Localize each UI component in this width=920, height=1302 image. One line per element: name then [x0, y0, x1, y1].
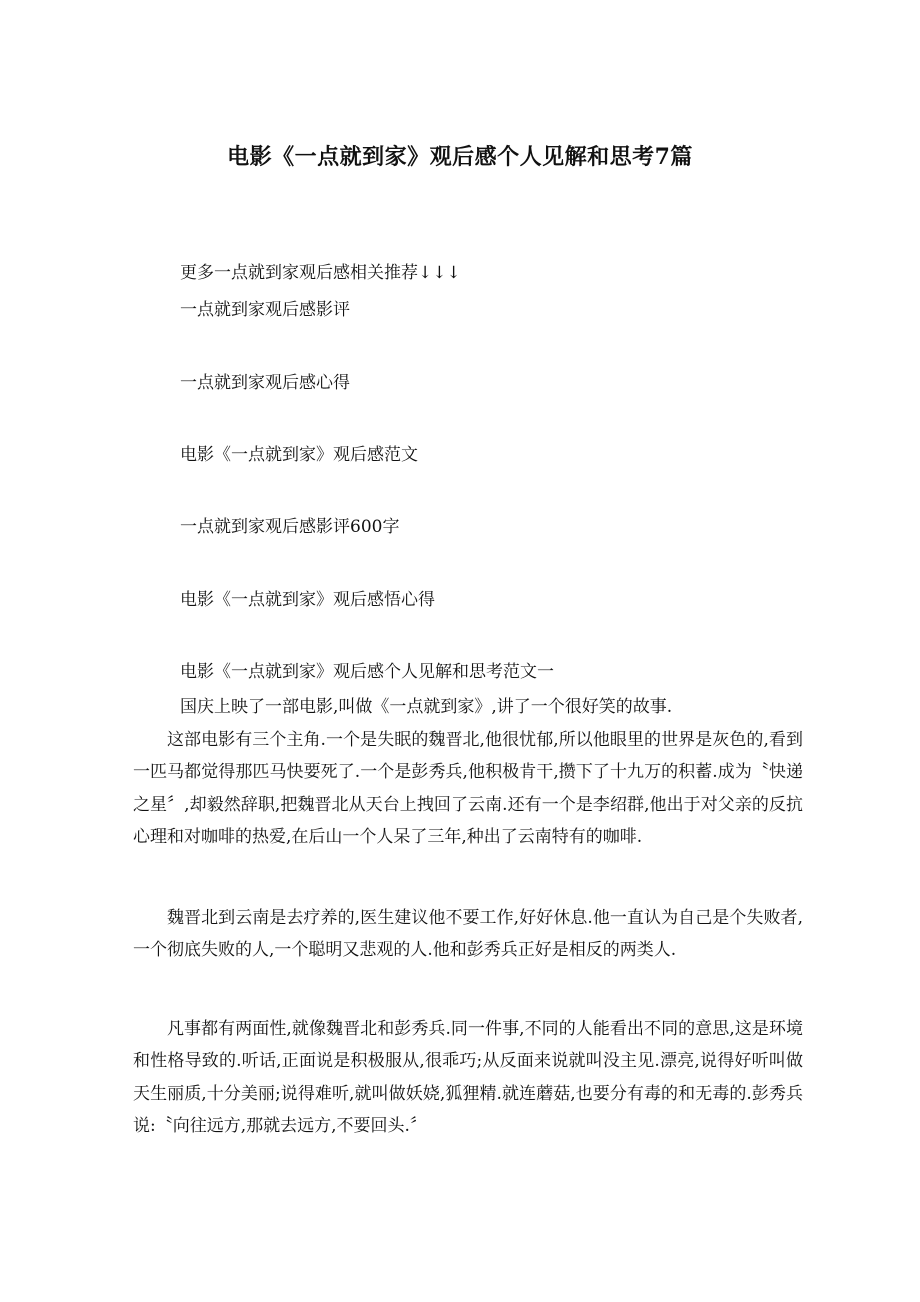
paragraph-3: 魏晋北到云南是去疗养的,医生建议他不要工作,好好休息.他一直认为自己是个失败者,一个彻底失败的人,一个聪明又悲观的人.他和彭秀兵正好是相反的两类人. — [133, 908, 803, 961]
document-title: 电影《一点就到家》观后感个人见解和思考7篇 — [227, 144, 693, 170]
recommend-link-1[interactable]: 一点就到家观后感影评 — [180, 300, 350, 320]
section-heading: 电影《一点就到家》观后感个人见解和思考范文一 — [180, 662, 554, 682]
recommend-heading: 更多一点就到家观后感相关推荐↓↓↓ — [180, 263, 461, 283]
paragraph-1: 国庆上映了一部电影,叫做《一点就到家》,讲了一个很好笑的故事. — [180, 697, 673, 717]
recommend-link-5[interactable]: 电影《一点就到家》观后感悟心得 — [180, 590, 435, 610]
recommend-link-3[interactable]: 电影《一点就到家》观后感范文 — [180, 445, 418, 465]
paragraph-4: 凡事都有两面性,就像魏晋北和彭秀兵.同一件事,不同的人能看出不同的意思,这是环境和性格导致的.听话,正面说是积极服从,很乖巧;从反面来说就叫没主见.漂亮,说得好听叫做天生丽质,十分美丽;说得难听,就叫做妖娆,狐狸精.就连蘑菇,也要分有毒的和无毒的.彭秀兵说:〝向往远方,那就去远方,不要回头.〞 — [133, 1019, 803, 1136]
recommend-link-2[interactable]: 一点就到家观后感心得 — [180, 373, 350, 393]
recommend-link-4[interactable]: 一点就到家观后感影评600字 — [180, 517, 400, 537]
paragraph-2: 这部电影有三个主角.一个是失眠的魏晋北,他很忧郁,所以他眼里的世界是灰色的,看到一匹马都觉得那匹马快要死了.一个是彭秀兵,他积极肯干,攒下了十九万的积蓄.成为〝快递之星〞,却毅然辞职,把魏晋北从天台上拽回了云南.还有一个是李绍群,他出于对父亲的反抗心理和对咖啡的热爱,在后山一个人呆了三年,种出了云南特有的咖啡. — [133, 730, 803, 847]
